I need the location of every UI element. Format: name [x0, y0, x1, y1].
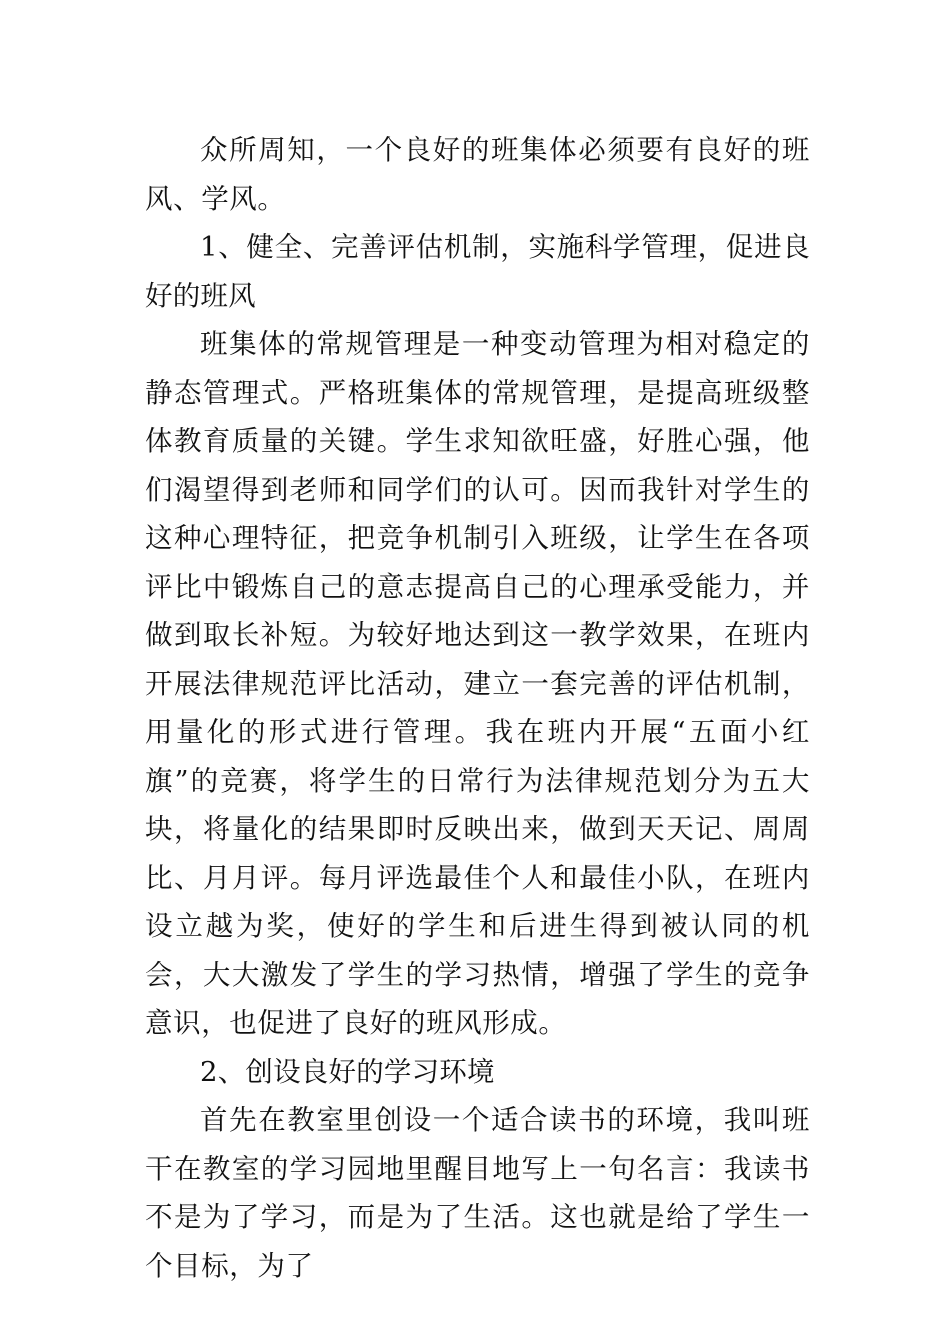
section-heading-1: 1、健全、完善评估机制，实施科学管理，促进良好的班风: [145, 231, 810, 312]
paragraph-learning-environment: 首先在教室里创设一个适合读书的环境，我叫班干在教室的学习园地里醒目地写上一句名言：我读书不是为了学习，而是为了生活。这也就是给了学生一个目标，为了: [145, 1104, 810, 1282]
paragraph-evaluation-mechanism: 班集体的常规管理是一种变动管理为相对稳定的静态管理式。严格班集体的常规管理，是提高班级整体教育质量的关键。学生求知欲旺盛，好胜心强，他们渴望得到老师和同学们的认可。因而我针对学生的这种心理特征，把竞争机制引入班级，让学生在各项评比中锻炼自己的意志提高自己的心理承受能力，并做到取长补短。为较好地达到这一教学效果，在班内开展法律规范评比活动，建立一套完善的评估机制，用量化的形式进行管理。我在班内开展“五面小红旗”的竞赛，将学生的日常行为法律规范划分为五大块，将量化的结果即时反映出来，做到天天记、周周比、月月评。每月评选最佳个人和最佳小队，在班内设立越为奖，使好的学生和后进生得到被认同的机会，大大激发了学生的学习热情，增强了学生的竞争意识，也促进了良好的班风形成。: [145, 328, 810, 1039]
document-body: [145, 126, 810, 1290]
paragraph-intro: 众所周知，一个良好的班集体必须要有良好的班风、学风。: [145, 134, 810, 215]
section-heading-2: 2、创设良好的学习环境: [200, 1055, 495, 1088]
